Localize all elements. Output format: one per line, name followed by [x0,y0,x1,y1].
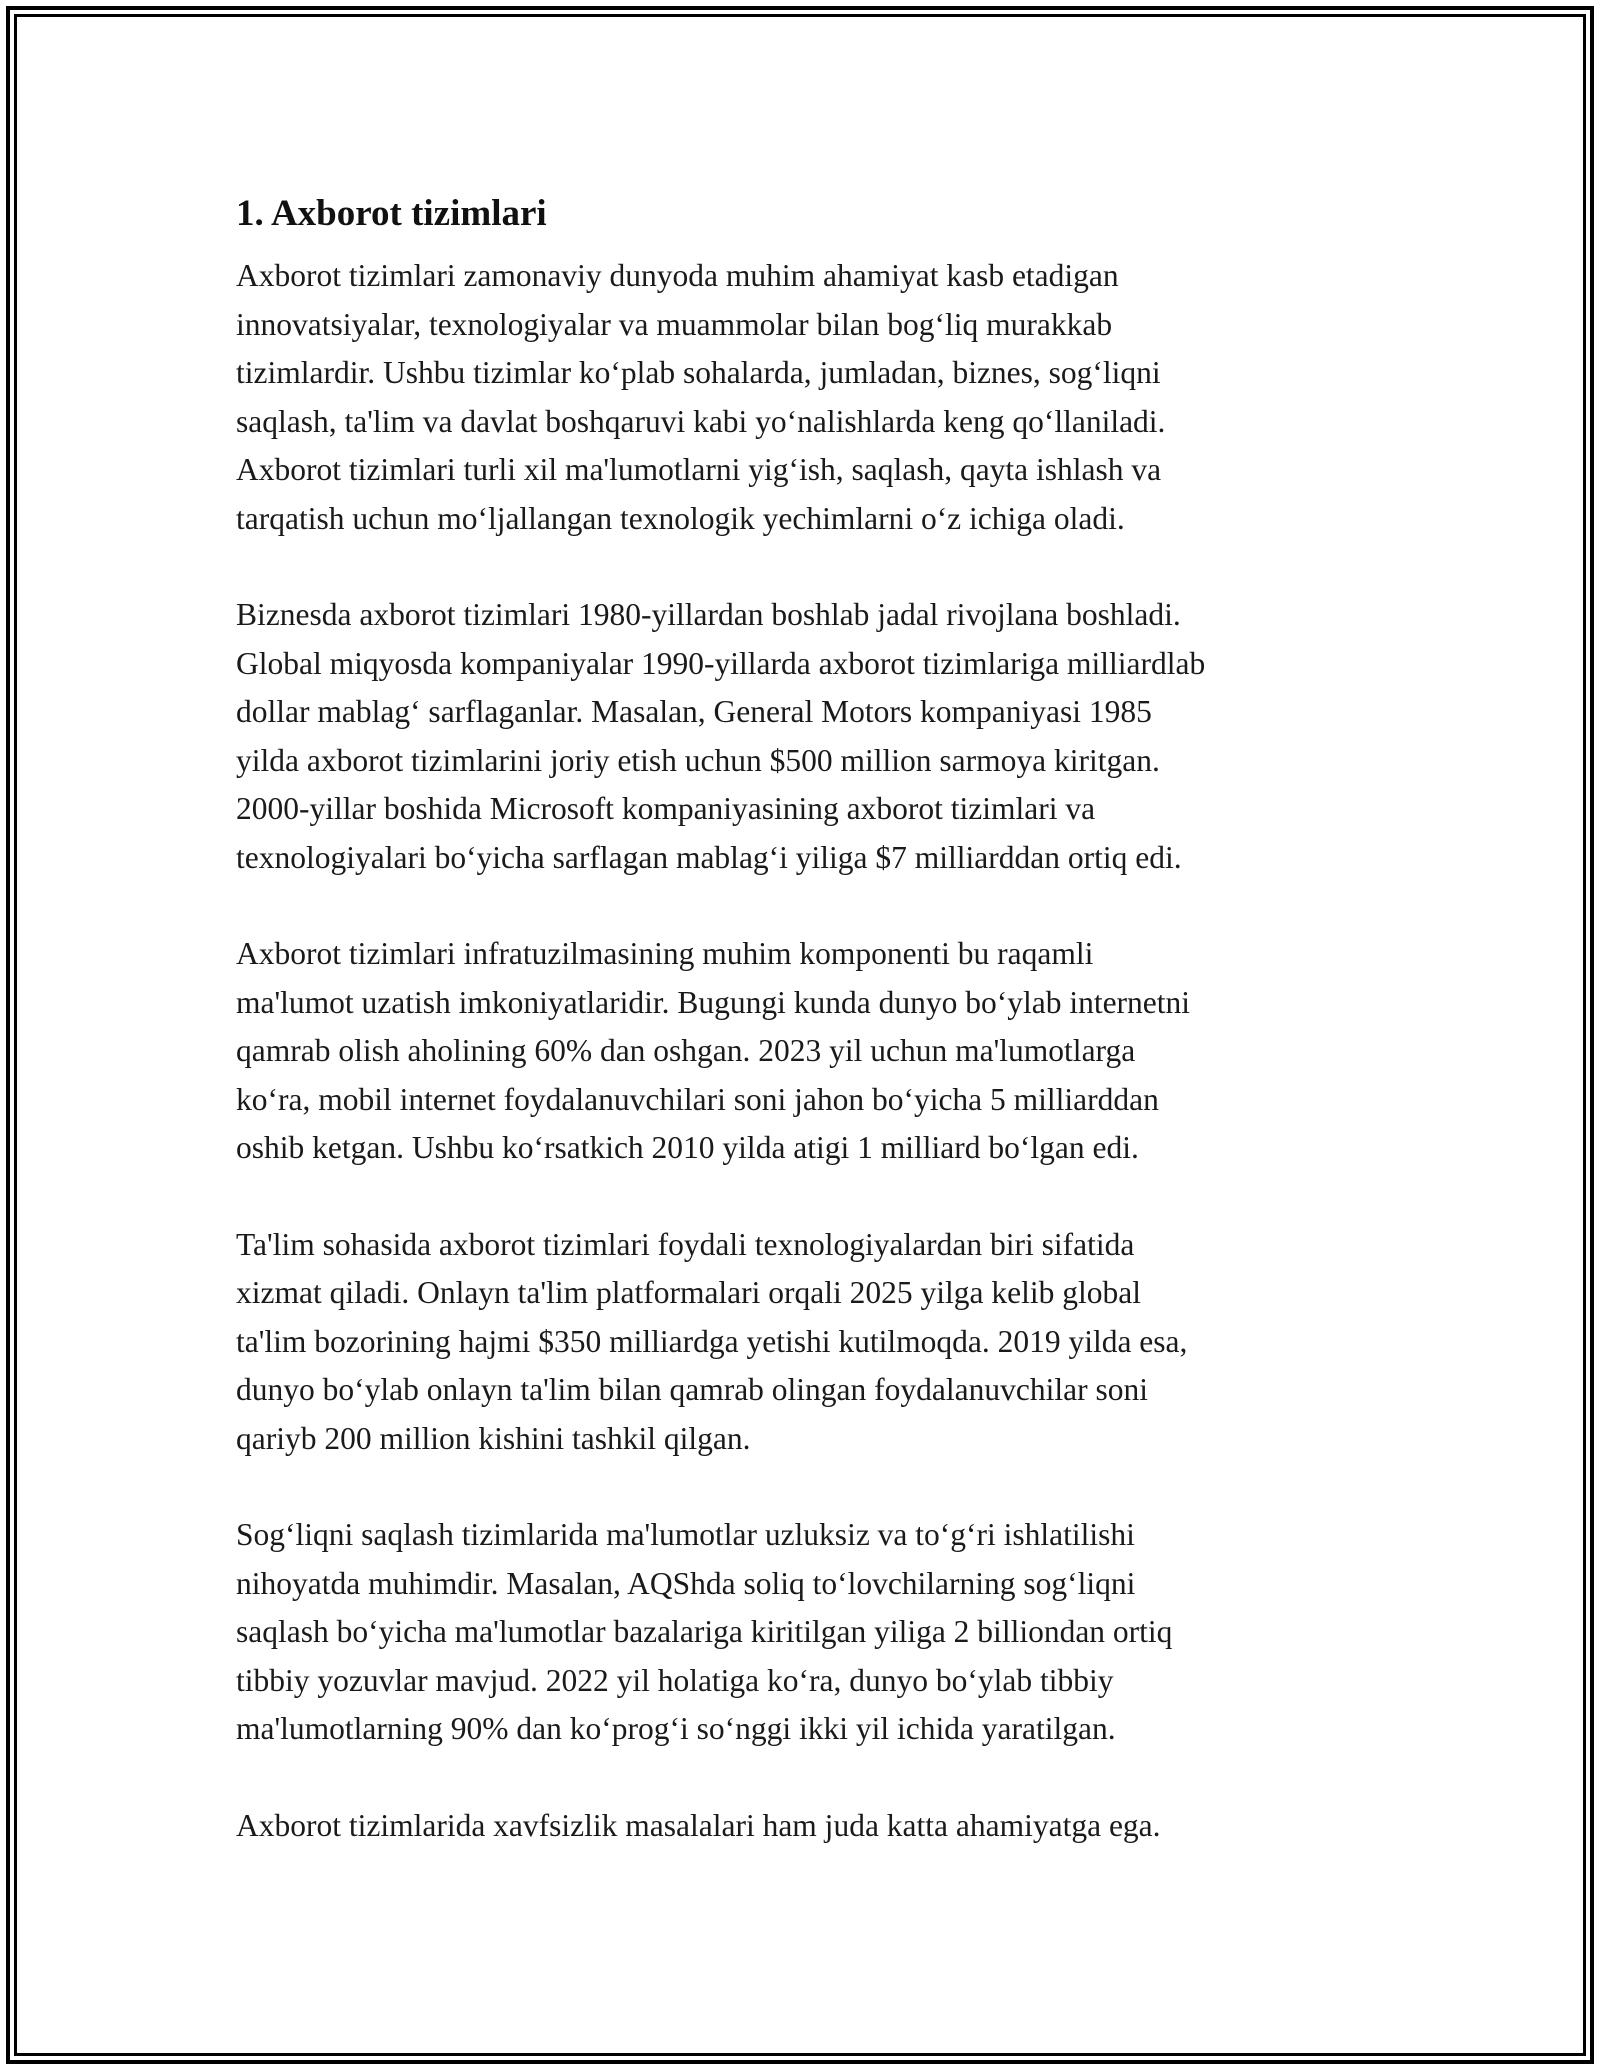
paragraph-healthcare: Sog‘liqni saqlash tizimlarida ma'lumotlar uzluksiz va to‘g‘ri ishlatilishi nihoyatda muhimdir. Masalan, AQShda soliq to‘lovchilarning sog‘liqni saqlash bo‘yicha ma'lumotlar bazalariga kiritilgan yiliga 2 billiondan ortiq tibbiy yozuvlar mavjud. 2022 yil holatiga ko‘ra, dunyo bo‘ylab tibbiy ma'lumotlarning 90% dan ko‘prog‘i so‘nggi ikki yil ichida yaratilgan. [236,1517,1173,1746]
paragraph-business: Biznesda axborot tizimlari 1980-yillardan boshlab jadal rivojlana boshladi. Global miqyosda kompaniyalar 1990-yillarda axborot tizimlariga milliardlab dollar mablag‘ sarflaganlar. Masalan, General Motors kompaniyasi 1985 yilda axborot tizimlarini joriy etish uchun $500 million sarmoya kiritgan. 2000-yillar boshida Microsoft kompaniyasining axborot tizimlari va texnologiyalari bo‘yicha sarflagan mablag‘i yiliga $7 milliarddan ortiq edi. [236,597,1206,875]
document-body [236,186,1376,1898]
paragraph-security: Axborot tizimlarida xavfsizlik masalalari ham juda katta ahamiyatga ega. [236,1807,1161,1843]
paragraph-intro: Axborot tizimlari zamonaviy dunyoda muhim ahamiyat kasb etadigan innovatsiyalar, texnologiyalar va muammolar bilan bog‘liq murakkab tizimlardir. Ushbu tizimlar ko‘plab sohalarda, jumladan, biznes, sog‘liqni saqlash, ta'lim va davlat boshqaruvi kabi yo‘nalishlarda keng qo‘llaniladi. Axborot tizimlari turli xil ma'lumotlarni yig‘ish, saqlash, qayta ishlash va tarqatish uchun mo‘ljallangan texnologik yechimlarni o‘z ichiga oladi. [236,258,1166,536]
section-heading: 1. Axborot tizimlari [236,193,547,234]
paragraph-infrastructure: Axborot tizimlari infratuzilmasining muhim komponenti bu raqamli ma'lumot uzatish imkoniyatlaridir. Bugungi kunda dunyo bo‘ylab internetni qamrab olish aholining 60% dan oshgan. 2023 yil uchun ma'lumotlarga ko‘ra, mobil internet foydalanuvchilari soni jahon bo‘yicha 5 milliarddan oshib ketgan. Ushbu ko‘rsatkich 2010 yilda atigi 1 milliard bo‘lgan edi. [236,936,1191,1165]
paragraph-education: Ta'lim sohasida axborot tizimlari foydali texnologiyalardan biri sifatida xizmat qiladi. Onlayn ta'lim platformalari orqali 2025 yilga kelib global ta'lim bozorining hajmi $350 milliardga yetishi kutilmoqda. 2019 yilda esa, dunyo bo‘ylab onlayn ta'lim bilan qamrab olingan foydalanuvchilar soni qariyb 200 million kishini tashkil qilgan. [236,1226,1188,1456]
